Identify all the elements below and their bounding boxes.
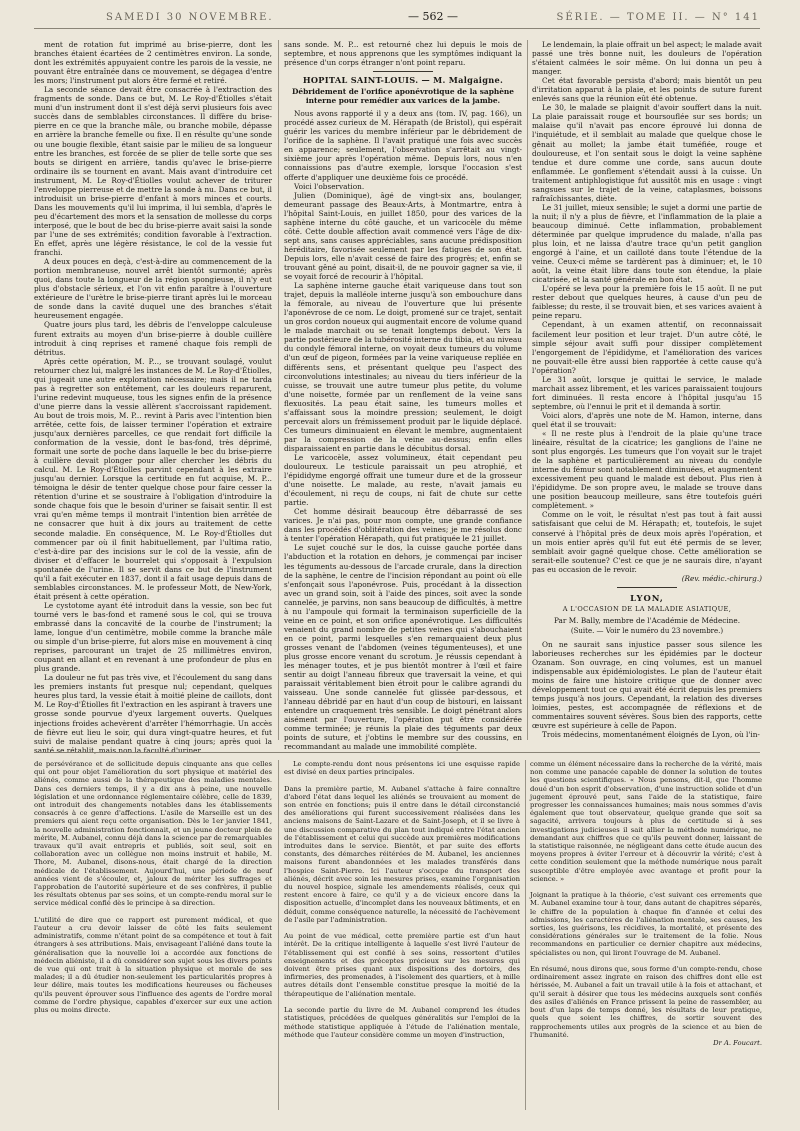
paragraph: Le varicocèle, assez volumineux, était cependant peu douloureux. Le testicule paraissait un peu atrophié, et l'épididyme engorgé offrait une tumeur dure et de la grosseur d'une noisette. Le malade, au reste, n'avait jamais eu d'écoulement, ni reçu de coups, ni fait de chute sur cette partie. xyxy=(284,452,522,508)
paragraph: comme un élément nécessaire dans la recherche de la vérité, mais non comme une panacée capable de donner la solution de toutes les questions scientifiques. « Nous pensons, dit-il, que l'homme doué d'un bon esprit d'observation, d'une instruction solide et d'un jugement éprouvé peut, sans l'aide de la statistique, faire progresser les connaissances humaines; mais nous sommes d'avis également que tout observateur, quelque grande que soit sa sagacité, arrivera toujours à plus de certitude si à ses investigations judicieuses il sait allier la méthode numérique, ne demandant aux chiffres que ce qu'ils peuvent donner, laissant de la statistique raisonnée, ne négligeant dans cette étude aucun des moyens propres à éviter l'erreur et à découvrir la vérité; c'est à cette condition seulement que la méthode numérique nous paraît susceptible d'être employée avec avantage et profit pour la science. » Joignant la pratique à la théorie, c'est suivant ces errements que M. Aubanel examine tour à tour, dans autant de chapitres séparés, le chiffre de la population à chaque fin d'année et celui des admissions, les caractères de l'aliénation mentale, ses causes, les sorties, les guérisons, les récidives, la mortalité, et présente des considérations générales sur le traitement de la folie. Nous recommandons en particulier ce dernier chapitre aux médecins, spécialistes ou non, qui liront l'ouvrage de M. Aubanel. En résumé, nous dirons que, sous forme d'un compte-rendu, chose ordinairement assez ingrate en raison des chiffres dont elle est hérissée, M. Aubanel a fait un travail utile à la fois et attachant, et qu'il serait à désirer que tous les médecins auxquels sont confiés des asiles d'aliénés en France prissent la peine de rassembler, au bout d'un laps de temps donné, les résultats de leur pratique, quels que soient les chiffres, de sortir souvent des rapprochements utiles aux progrès de la science et au bien de l'humanité. xyxy=(530,760,762,1039)
section-divider xyxy=(34,752,760,753)
column-divider xyxy=(527,40,528,740)
paragraph: ment de rotation fut imprimé au brise-pierre, dont les branches étaient écartées de 2 centimètres environ. La sonde, dont les extrémités appuyaient contre les parois de la vessie, ne pouvant être entraînée dans ce mouvement, se dégagea d'entre les mors; l'instrument put alors être fermé et retiré. xyxy=(34,40,272,86)
paragraph: « Il ne reste plus à l'endroit de la plaie qu'une trace linéaire, résultat de la cicatrice; les ganglions de l'aine ne sont plus engorgés. Les tumeurs que l'on voyait sur le trajet de la saphène et particulièrement au niveau du condyle interne du fémur sont notablement diminuées, et augmentent excessivement peu quand le malade est debout. Plus rien à l'épididyme. De son propre aveu, le malade se trouve dans une position beaucoup meilleure, sans être toutefois guéri complètement. » xyxy=(532,429,762,511)
paragraph: Après cette opération, M. P..., se trouvant soulagé, voulut retourner chez lui, malgré les instances de M. Le Roy-d'Étiolles, qui jugeait une autre exploration nécessaire; mais il ne tarda pas à regretter son entêtement, car les douleurs reparurent, l'urine redevint muqueuse, tous les signes enfin de la présence d'une pierre dans la vessie allèrent s'accroissant rapidement. Au bout de trois mois, M. P... revint à Paris avec l'intention bien arrêtée, cette fois, de laisser terminer l'opération et extraire jusqu'aux dernières parcelles, ce que rendait fort difficile la conformation de la vessie, dont le bas-fond, très déprimé, formait une sorte de poche dans laquelle le bec du brise-pierre à cuillère devait plonger pour aller chercher les débris du calcul. M. Le Roy-d'Étiolles parvint cependant à les extraire jusqu'au dernier. Lorsque la certitude en fut acquise, M. P... témoigna le désir de tenter quelque chose pour faire cesser la rétention d'urine et se soustraire à l'obligation d'introduire la sonde chaque fois que le besoin d'uriner se faisait sentir. Il est vrai qu'en même temps il montrait l'intention bien arrêtée de ne consacrer que huit à dix jours au traitement de cette seconde maladie. En conséquence, M. Le Roy-d'Étiolles dut commencer par où il finit habituellement, par l'ultima ratio, c'est-à-dire par des incisions sur le col de la vessie, afin de diviser et d'effacer le bourrelet qui s'opposait à l'expulsion spontanée de l'urine. Il se servit dans ce but de l'instrument qu'il a fait exécuter en 1837, dont il a fait usage depuis dans de semblables circonstances. M. le professeur Mott, de New-York, était présent à cette opération. xyxy=(34,356,272,601)
paragraph: Comme on le voit, le résultat n'est pas tout à fait aussi satisfaisant que celui de M. Hérapath; et, toutefois, le sujet conservé à l'hôpital près de deux mois après l'opération, et un mois entier après qu'il fut eut été permis de se lever, semblait avoir gagné quelque chose. Cette amélioration se serait-elle soutenue? C'est ce que je ne saurais dire, n'ayant pas eu occasion de le revoir. xyxy=(532,510,762,574)
article-author: Par M. Bally, membre de l'Académie de Médecine. xyxy=(553,615,741,625)
paragraph: Cet état favorable persista d'abord; mais bientôt un peu d'irritation apparut à la plaie, et les points de suture furent enlevés sans que la réunion eût été obtenue. xyxy=(532,76,762,104)
review-column-3 xyxy=(530,760,762,1115)
paragraph: Le lendemain, la plaie offrait un bel aspect; le malade avait passé une très bonne nuit, les douleurs de l'opération s'étaient calmées le soir même. On lui donna un peu à manger. xyxy=(532,40,762,77)
source-citation: (Rev. médic.-chirurg.) xyxy=(681,573,762,583)
author-signature: Dr A. Foucart. xyxy=(713,1038,762,1047)
section-subtitle: A L'OCCASION DE LA MALADIE ASIATIQUE, xyxy=(562,604,732,613)
paragraph: Cet homme désirait beaucoup être débarrassé de ses varices. Je n'ai pas, pour mon compte, une grande confiance dans les procédés d'oblitération des veines; je me résolus donc à tenter l'opération Hérapath, qui fut pratiquée le 21 juillet. xyxy=(284,507,522,544)
paragraph: Cependant, à un examen attentif, on reconnaissait facilement leur position et leur trajet. D'un autre côté, le simple séjour avait suffi pour dissiper complètement l'engorgement de l'épididyme, et l'amélioration des varices ne pouvait-elle être aussi bien rapportée à cette cause qu'à l'opération? xyxy=(532,320,762,375)
paragraph: Julien (Dominique), âgé de vingt-six ans, boulanger, demeurant passage des Beaux-Arts, à Montmartre, entra à l'hôpital Saint-Louis, en juillet 1850, pour des varices de la saphène interne du côté gauche, et un varicocèle du même côté. Cette double affection avait commencé vers l'âge de dix-sept ans, sans causes appréciables, sans aucune prédisposition héréditaire, favorisée seulement par les fatigues de son état. Depuis lors, elle n'avait cessé de faire des progrès; et, enfin se trouvant gêné au point, disait-il, de ne pouvoir gagner sa vie, il se voyait forcé de recourir à l'hôpital. xyxy=(284,190,522,282)
section-title: HOPITAL SAINT-LOUIS. — M. Malgaigne. xyxy=(302,75,504,86)
paragraph: Le cystotome ayant été introduit dans la vessie, son bec fut tourné vers le bas-fond et ramené sous le col, qui se trouva embrassé dans la concavité de la courbe de l'instrument; la lame, longue d'un centimètre, mobile comme la branche mâle ou simple d'un brise-pierre, fut alors mise en mouvement à cinq reprises, parcourant un trajet de 25 millimètres environ, coupant en allant et en revenant à une profondeur de plus en plus grande. xyxy=(34,600,272,674)
paragraph: Trois médecins, momentanément éloignés de Lyon, où l'in- xyxy=(542,730,760,740)
paragraph: Voici alors, d'après une note de M. Hamon, interne, dans quel état il se trouvait: xyxy=(532,410,762,429)
continuation-note: (Suite. — Voir le numéro du 23 novembre.) xyxy=(570,626,724,635)
paragraph: de persévérance et de sollicitude depuis cinquante ans que celles qui ont pour objet l'amélioration du sort physique et matériel des aliénés, comme aussi de la thérapeutique des maladies mentales. Dans ces derniers temps, il y a dix ans à peine, une nouvelle législation et une ordonnance réglementaire célèbre, celle de 1839, ont introduit des changements notables dans les établissements consacrés à ce genre d'affections. L'asile de Marseille est un des premiers qui aient reçu cette organisation. Dès le 1er janvier 1841, la nouvelle administration fonctionnait, et un jeune docteur plein de mérite, M. Aubanel, connu déjà dans la science par de remarquables travaux qu'il avait entrepris et publiés, soit seul, soit en collaboration avec un collègue non moins instruit et habile, M. Thore, M. Aubanel, disons-nous, était chargé de la direction médicale de l'établissement. Aujourd'hui, une période de neuf années vient de s'écouler, et, jaloux de mériter les suffrages et l'approbation de l'autorité supérieure et de ses confrères, il publie les résultats obtenus par ses soins, et un compte-rendu moral sur le service médical confié dès le principe à sa direction. L'utilité de dire que ce rapport est purement médical, et que l'auteur a cru devoir laisser de côté les faits seulement administratifs, comme n'étant point de sa compétence et tout à fait étrangers à ses attributions. Mais, envisageant l'aliéné dans toute la généralisation que la nouvelle loi a accordée aux fonctions de médecin aliéniste, il a dû considérer son sujet sous les divers points de vue qui ont trait à la situation physique et morale de ses malades; il a dû étudier non-seulement les particularités propres à leur délire, mais toutes les modifications heureuses ou fâcheuses qu'ils peuvent éprouver sous l'influence des agents de l'ordre moral comme de l'ordre physique, capables d'exercer sur eux une action plus ou moins directe. xyxy=(34,760,272,1015)
paragraph: Le 30, le malade se plaignit d'avoir souffert dans la nuit. La plaie paraissait rouge et boursouflée sur ses bords; un malaise qu'il n'avait pas encore éprouvé lui donna de l'inquiétude, et il semblait au malade que quelque chose le gênait au mollet; la jambe était tuméfiée, rouge et douloureuse, et l'on sentait sous le doigt la veine saphène tendue et dure comme une corde, sans aucun doute enflammée. Le gonflement s'étendait aussi à la cuisse. Un traitement antiphlogistique fut aussitôt mis en usage : vingt sangsues sur le trajet de la veine, cataplasmes, boissons rafraîchissantes, diète. xyxy=(532,103,762,203)
column-divider xyxy=(278,760,279,1110)
paragraph: Le sujet couché sur le dos, la cuisse gauche portée dans l'abduction et la rotation en dehors, je commençai par inciser les téguments au-dessous de l'arcade crurale, dans la direction de la saphène, le centre de l'incision répondant au point où elle s'enfonçait sous l'aponévrose. Puis, procédant à la dissection avec un grand soin, soit à l'aide des pinces, soit avec la sonde cannelée, je parvins, non sans beaucoup de difficultés, à mettre à nu l'ampoule qui formait la terminaison superficielle de la veine en ce point, et son orifice aponévrotique. Les difficultés venaient du grand nombre de petites veines qui s'abouchaient en ce point, parmi lesquelles s'en remarquaient deux plus grosses venant de l'abdomen (veines tégumenteuses), et une plus grosse encore venant du scrotum. Je réussis cependant à les ménager toutes, et je pus bientôt montrer à l'œil et faire sentir au doigt l'anneau fibreux que traversait la veine, et qui paraissait véritablement bien étroit pour le calibre agrandi du vaisseau. Une sonde cannelée fut glissée par-dessous, et l'anneau débridé par en haut d'un coup de bistouri, en laissant entendre un craquement très sensible. Le doigt pénétrant alors aisément par l'ouverture, l'opération put être considérée comme terminée; je réunis la plaie des téguments par deux points de suture, et j'obtins le membre sur des coussins, en recommandant au malade une immobilité complète. xyxy=(284,543,522,752)
paragraph: Quatre jours plus tard, les débris de l'enveloppe calculeuse furent extraits au moyen d'un brise-pierre à double cuillère introduit à cinq reprises et ramené chaque fois rempli de détritus. xyxy=(34,320,272,357)
paragraph: A deux pouces en deçà, c'est-à-dire au commencement de la portion membraneuse, nouvel arrêt bientôt surmonté; après quoi, dans toute la longueur de la région spongieuse, il n'y eut plus d'obstacle sérieux, et l'on vit enfin paraître à l'ouverture extérieure de l'urètre le brise-pierre tirant après lui le morceau de sonde dans la cavité duquel une des branches s'était heureusement engagée. xyxy=(34,257,272,321)
article-column-1 xyxy=(34,40,272,755)
column-divider xyxy=(525,760,526,1110)
column-divider xyxy=(278,40,279,740)
header-date: SAMEDI 30 NOVEMBRE. xyxy=(106,12,274,23)
paragraph: Nous avons rapporté il y a deux ans (tom. IV, pag. 166), un procédé assez curieux de M. Hérapath (de Bristol), qui espérait guérir les varices du membre inférieur par le débridement de l'orifice de la saphène. Il l'avait pratiqué une fois avec succès en apparence; seulement, l'observation s'arrêtait au vingt-sixième jour après l'opération même. Depuis lors, nous n'en connaissions pas d'autre exemple, lorsque l'occasion s'est offerte d'appliquer une deuxième fois ce procédé. xyxy=(284,109,522,182)
paragraph: La douleur ne fut pas très vive, et l'écoulement du sang dans les premiers instants fut presque nul; cependant, quelques heures plus tard, la vessie était à moitié pleine de caillots, dont M. Le Roy-d'Étiolles fit l'extraction en les aspirant à travers une grosse sonde pourvue d'yeux largement ouverts. Quelques injections froides achevèrent d'arrêter l'hémorrhagie. Un accès de fièvre eut lieu le soir, qui dura vingt-quatre heures, et fut suivi de malaise pendant quatre à cinq jours; après quoi la santé se rétablit, mais non la faculté d'uriner xyxy=(34,673,272,755)
section-title: LYON, xyxy=(630,592,664,603)
paragraph: La seconde séance devait être consacrée à l'extraction des fragments de sonde. Dans ce but, M. Le Roy-d'Étiolles s'était muni d'un instrument dont il s'est déjà servi plusieurs fois avec succès dans de semblables circonstances. Il diffère du brise-pierre en ce que la branche mâle, ou branche mobile, dépasse en arrière la branche femelle ou fixe. Il en résulte qu'une sonde ou une bougie flexible, étant saisie par le milieu de sa longueur entre les branches, est forcée de se plier de telle sorte que ses bouts se dirigent en arrière, tandis qu'avec le brise-pierre ordinaire ils se tournent en avant. Mais avant d'introduire cet instrument, M. Le Roy-d'Étiolles voulut achever de triturer l'enveloppe pierreuse et de mettre la sonde à nu. Dans ce but, il introduisit un brise-pierre d'enfant à mors minces et courts. Dans les mouvements qu'il lui imprima, il lui sembla, d'après le peu d'écartement des mors et la sensation de mollesse du corps interposé, que le bout de bec du brise-pierre avait saisi la sonde par l'une de ses extrémités; condition favorable à l'extraction. En effet, après une légère résistance, le col de la vessie fut franchi. xyxy=(34,85,272,258)
section-rule xyxy=(373,71,433,72)
header-rule xyxy=(34,28,760,29)
page-header xyxy=(36,10,760,28)
paragraph: Le 31 août, lorsque je quittai le service, le malade marchait assez librement, et les varices paraissaient toujours fort diminuées. Il resta encore à l'hôpital jusqu'au 15 septembre, où l'ennui le prit et il demanda à sortir. xyxy=(532,374,762,411)
paragraph: On ne saurait sans injustice passer sous silence les laborieuses recherches sur les épidémies par le docteur Ozanam. Son ouvrage, en cinq volumes, est un manuel indispensable aux épidémiologistes. Le plan de l'auteur était moins de faire une histoire critique que de donner avec développement tout ce qui avait été écrit depuis les premiers temps jusqu'à nos jours. Cependant, la relation des diverses loimies, pestes, est accompagnée de réflexions et de commentaires souvent sévères. Sous bien des rapports, cette œuvre est supérieure à celle de Papon. xyxy=(532,640,762,731)
section-rule xyxy=(617,587,677,588)
paragraph: Le 31 juillet, mieux sensible; le sujet a dormi une partie de la nuit; il n'y a plus de fièvre, et l'inflammation de la plaie a beaucoup diminué. Cette inflammation, probablement déterminée par quelque imprudence du malade, n'alla pas plus loin, et ne laissa d'autre trace qu'un petit ganglion engorgé à l'aine, et un cailloté dans toute l'étendue de la veine. Ceux-ci même se tardèrent pas à diminuer; et, le 10 août, la veine était libre dans toute son étendue, la plaie cicatrisée, et la santé générale en bon état. xyxy=(532,202,762,285)
section-subtitle: Débridement de l'orifice aponévrotique de la saphène interne pour remédier aux varices de la jambe. xyxy=(291,87,515,106)
paragraph: Le compte-rendu dont nous présentons ici une esquisse rapide est divisé en deux parties principales. Dans la première partie, M. Aubanel s'attache à faire connaître d'abord l'état dans lequel les aliénés se trouvaient au moment de son entrée en fonctions; puis il entre dans le détail circonstancié des améliorations qui furent successivement réalisées dans les anciens maisons de Saint-Lazare et de Saint-Joseph, et il se livre à une discussion comparative du plan tout indiqué entre l'état ancien de l'établissement et celui qui succède aux premières modifications introduites dans le service. Bientôt, et par suite des efforts constants, des démarches réitérées de M. Aubanel, les anciennes maisons furent abandonnées et les malades transférés dans l'hospice Saint-Pierre. Ici l'auteur s'occupe du transport des aliénés, décrit avec soin les mesures prises, examine l'organisation du nouvel hospice, signale les amendements réalisés, ceux qui restent encore à faire, ce qu'il y a de vicieux encore dans la disposition actuelle, d'incomplet dans les nouveaux bâtiments, et en déduit, comme conséquence naturelle, la nécessité de l'achèvement de l'asile par l'administration. Au point de vue médical, cette première partie est d'un haut intérêt. De la critique intelligente à laquelle s'est livré l'auteur de l'établissement qui est confié à ses soins, ressortent d'utiles enseignements et des préceptes précieux sur les mesures qui doivent être prises quant aux dispositions des dortoirs, des infirmeries, des promenades, à l'isolement des quartiers, et à mille autres détails dont l'ensemble constitue presque la moitié de la thérapeutique de l'aliénation mentale. La seconde partie du livre de M. Aubanel comprend les études statistiques, précédées de quelques généralités sur l'emploi de la méthode statistique appliquée à l'étude de l'aliénation mentale, méthode que l'auteur considère comme un moyen d'instruction, xyxy=(284,760,520,1039)
header-series: SÉRIE. — TOME II. — N° 141 xyxy=(556,12,760,23)
paragraph: sans sonde. M. P... est retourné chez lui depuis le mois de septembre, et nous apprenons que les symptômes indiquant la présence d'un corps étranger n'ont point reparu. xyxy=(284,40,522,68)
article-column-3 xyxy=(532,40,762,745)
review-column-2 xyxy=(284,760,520,1115)
article-column-2 xyxy=(284,40,522,752)
paragraph: L'opéré se leva pour la première fois le 15 août. Il ne put rester debout que quelques heures, à cause d'un peu de faiblesse; du reste, il se trouvait bien, et ses varices avaient à peine reparu. xyxy=(532,284,762,321)
paragraph: Voici l'observation. xyxy=(294,181,365,191)
review-column-1 xyxy=(34,760,272,1115)
page-number: — 562 — xyxy=(408,10,458,23)
paragraph: La saphène interne gauche était variqueuse dans tout son trajet, depuis la malléole interne jusqu'à son embouchure dans la fémorale, au niveau de l'ouverture que lui présente l'aponévrose de ce nom. Le doigt, promené sur ce trajet, sentait un gros cordon noueux qui augmentait encore de volume quand le malade marchait ou se tenait longtemps debout. Vers la partie postérieure de la tubérosité interne du tibia, et au niveau du condyle fémoral interne, on voyait deux tumeurs du volume d'un œuf de pigeon, formées par la veine variqueuse repliée en différents sens, et présentant quelque peu l'aspect des circonvolutions intestinales; au niveau du tiers inférieur de la cuisse, se trouvait une autre tumeur plus petite, du volume d'une noisette, formée par un renflement de la veine sans flexuosités. La peau était saine, les tumeurs molles et s'affaissant sous la moindre pression; seulement, le doigt percevait alors un frémissement produit par le liquide déplacé. Ces tumeurs diminuaient en élevant le membre, augmentaient par la compression de la veine au-dessus; enfin elles disparaissaient en partie dans le décubitus dorsal. xyxy=(284,281,522,453)
